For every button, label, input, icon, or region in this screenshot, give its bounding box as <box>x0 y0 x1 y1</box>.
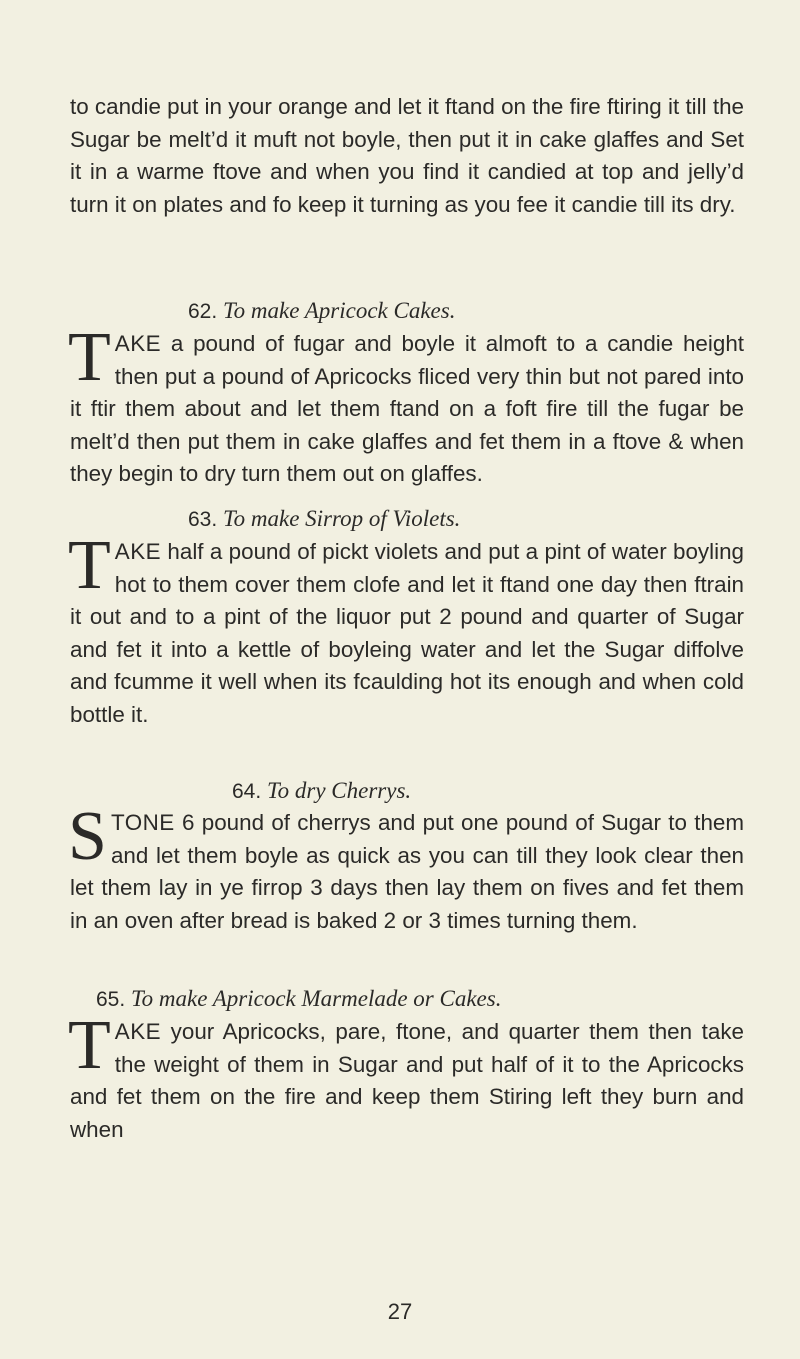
opening-paragraph: to candie put in your orange and let it ftand on the fire ftiring it till the Sugar be melt’d it muft not boyle, then put it in cake glaffes and Set it in a warme ftove and when you find it candied at top and jelly’d turn it on plates and fo keep it turning as you fee it candie till its dry. <box>70 94 744 217</box>
first-word: AKE <box>114 539 162 564</box>
recipe-title: To make Apricock Marmelade or Cakes. <box>130 986 502 1011</box>
recipe-heading-64 <box>232 776 411 807</box>
recipe-body-63 <box>68 527 744 732</box>
recipe-text: 6 pound of cherrys and put one pound of Sugar to them and let them boyle as quick as you can till they look clear then let them lay in ye firrop 3 days then lay them on fives and fet them in an oven after bread is baked 2 or 3 times turning them. <box>70 810 744 933</box>
first-word: AKE <box>114 1019 162 1044</box>
recipe-body-65 <box>68 1007 744 1146</box>
recipe-number: 62. <box>188 300 218 323</box>
recipe-body-62 <box>68 319 744 491</box>
recipe-text: half a pound of pickt violets and put a pint of water boyling hot to them cover them clofe and let it ftand one day then ftrain it out and to a pint of the liquor put 2 pound and quarter of Sugar and fet it into a kettle of boyleing water and let the Sugar diffolve and fcumme it well when its fcaulding hot its enough and when cold bottle it. <box>70 539 744 727</box>
drop-cap: T <box>68 1007 111 1084</box>
recipe-heading-65 <box>96 984 501 1015</box>
recipe-body-64 <box>68 798 744 937</box>
page-number: 27 <box>387 1299 413 1324</box>
recipe-title: To dry Cherrys. <box>266 778 412 803</box>
drop-cap: T <box>68 319 111 396</box>
recipe-title: To make Apricock Cakes. <box>222 298 456 323</box>
recipe-heading-62 <box>188 296 455 327</box>
recipe-text: your Apricocks, pare, ftone, and quarter them then take the weight of them in Sugar and put half of it to the Apricocks and fet them on the fire and keep them Stiring left they burn and when <box>70 1019 744 1142</box>
recipe-title: To make Sirrop of Violets. <box>222 506 461 531</box>
recipe-heading-63 <box>188 504 460 535</box>
drop-cap: S <box>68 798 107 875</box>
first-word: AKE <box>114 331 162 356</box>
recipe-number: 65. <box>96 988 126 1011</box>
drop-cap: T <box>68 527 111 604</box>
recipe-text: a pound of fugar and boyle it almoft to a candie height then put a pound of Apricocks fliced very thin but not pared into it ftir them about and let them ftand on a foft fire till the fugar be melt’d then put them in cake glaffes and fet them in a ftove & when they begin to dry turn them out on glaffes. <box>70 331 744 487</box>
recipe-number: 64. <box>232 780 262 803</box>
first-word: TONE <box>110 810 175 835</box>
recipe-number: 63. <box>188 508 218 531</box>
